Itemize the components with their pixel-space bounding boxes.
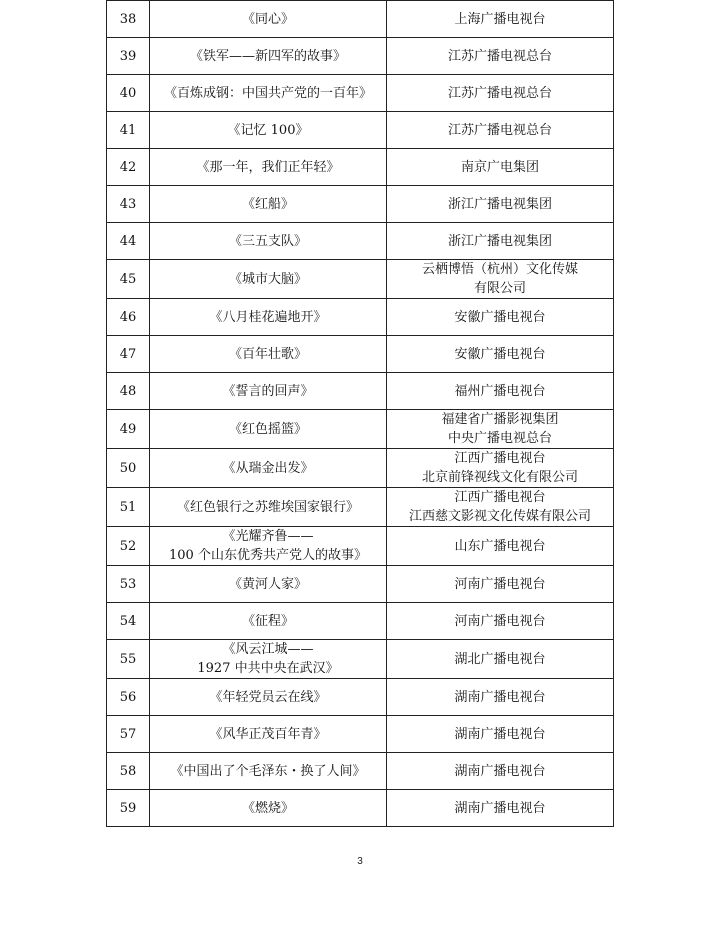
row-number: 43 — [107, 186, 150, 223]
row-number: 41 — [107, 112, 150, 149]
table-row — [107, 488, 614, 527]
row-number: 39 — [107, 38, 150, 75]
page-number: 3 — [357, 856, 363, 867]
program-title: 《从瑞金出发》 — [150, 449, 387, 488]
program-title: 《同心》 — [150, 1, 387, 38]
producer-name: 浙江广播电视集团 — [387, 223, 614, 260]
table-row — [107, 449, 614, 488]
table-row — [107, 75, 614, 112]
program-title: 《红色摇篮》 — [150, 410, 387, 449]
row-number: 46 — [107, 299, 150, 336]
table-row — [107, 373, 614, 410]
table-row — [107, 410, 614, 449]
row-number: 44 — [107, 223, 150, 260]
table-row — [107, 753, 614, 790]
program-title: 《红船》 — [150, 186, 387, 223]
producer-name: 南京广电集团 — [387, 149, 614, 186]
table-row — [107, 679, 614, 716]
row-number: 56 — [107, 679, 150, 716]
table-body — [107, 1, 614, 827]
producer-name: 安徽广播电视台 — [387, 336, 614, 373]
row-number: 54 — [107, 603, 150, 640]
row-number: 40 — [107, 75, 150, 112]
program-title: 《城市大脑》 — [150, 260, 387, 299]
producer-name: 上海广播电视台 — [387, 1, 614, 38]
table-row — [107, 112, 614, 149]
row-number: 47 — [107, 336, 150, 373]
row-number: 59 — [107, 790, 150, 827]
table-row — [107, 260, 614, 299]
row-number: 58 — [107, 753, 150, 790]
table-row — [107, 186, 614, 223]
program-title: 《记忆 100》 — [150, 112, 387, 149]
program-title: 《百年壮歌》 — [150, 336, 387, 373]
row-number: 45 — [107, 260, 150, 299]
producer-name: 河南广播电视台 — [387, 566, 614, 603]
row-number: 50 — [107, 449, 150, 488]
producer-name: 湖南广播电视台 — [387, 753, 614, 790]
producer-name: 福州广播电视台 — [387, 373, 614, 410]
producer-name: 福建省广播影视集团 中央广播电视总台 — [387, 410, 614, 449]
program-title: 《光耀齐鲁—— 100 个山东优秀共产党人的故事》 — [150, 527, 387, 566]
program-title: 《风云江城—— 1927 中共中央在武汉》 — [150, 640, 387, 679]
producer-name: 浙江广播电视集团 — [387, 186, 614, 223]
program-title: 《百炼成钢：中国共产党的一百年》 — [150, 75, 387, 112]
program-title: 《风华正茂百年青》 — [150, 716, 387, 753]
table-row — [107, 336, 614, 373]
producer-name: 湖南广播电视台 — [387, 790, 614, 827]
producer-name: 江苏广播电视总台 — [387, 112, 614, 149]
program-title: 《誓言的回声》 — [150, 373, 387, 410]
producer-name: 江苏广播电视总台 — [387, 38, 614, 75]
table-row — [107, 566, 614, 603]
producer-name: 江西广播电视台 北京前锋视线文化有限公司 — [387, 449, 614, 488]
program-title: 《八月桂花遍地开》 — [150, 299, 387, 336]
row-number: 49 — [107, 410, 150, 449]
table-row — [107, 640, 614, 679]
row-number: 51 — [107, 488, 150, 527]
program-title: 《中国出了个毛泽东・换了人间》 — [150, 753, 387, 790]
producer-name: 湖南广播电视台 — [387, 716, 614, 753]
producer-name: 江西广播电视台 江西慈文影视文化传媒有限公司 — [387, 488, 614, 527]
producer-name: 山东广播电视台 — [387, 527, 614, 566]
producer-name: 云栖博悟（杭州）文化传媒 有限公司 — [387, 260, 614, 299]
table-row — [107, 603, 614, 640]
program-title: 《年轻党员云在线》 — [150, 679, 387, 716]
program-title: 《燃烧》 — [150, 790, 387, 827]
table-row — [107, 149, 614, 186]
program-title: 《征程》 — [150, 603, 387, 640]
table-row — [107, 299, 614, 336]
table-row — [107, 790, 614, 827]
producer-name: 江苏广播电视总台 — [387, 75, 614, 112]
table-row — [107, 716, 614, 753]
producer-name: 湖南广播电视台 — [387, 679, 614, 716]
producer-name: 河南广播电视台 — [387, 603, 614, 640]
table-row — [107, 527, 614, 566]
row-number: 52 — [107, 527, 150, 566]
producer-name: 湖北广播电视台 — [387, 640, 614, 679]
program-title: 《三五支队》 — [150, 223, 387, 260]
row-number: 53 — [107, 566, 150, 603]
table-row — [107, 223, 614, 260]
program-title: 《铁军——新四军的故事》 — [150, 38, 387, 75]
row-number: 57 — [107, 716, 150, 753]
row-number: 38 — [107, 1, 150, 38]
row-number: 55 — [107, 640, 150, 679]
row-number: 42 — [107, 149, 150, 186]
program-title: 《红色银行之苏维埃国家银行》 — [150, 488, 387, 527]
table-row — [107, 38, 614, 75]
program-title: 《黄河人家》 — [150, 566, 387, 603]
table-row — [107, 1, 614, 38]
row-number: 48 — [107, 373, 150, 410]
program-table — [106, 0, 614, 827]
producer-name: 安徽广播电视台 — [387, 299, 614, 336]
program-title: 《那一年，我们正年轻》 — [150, 149, 387, 186]
